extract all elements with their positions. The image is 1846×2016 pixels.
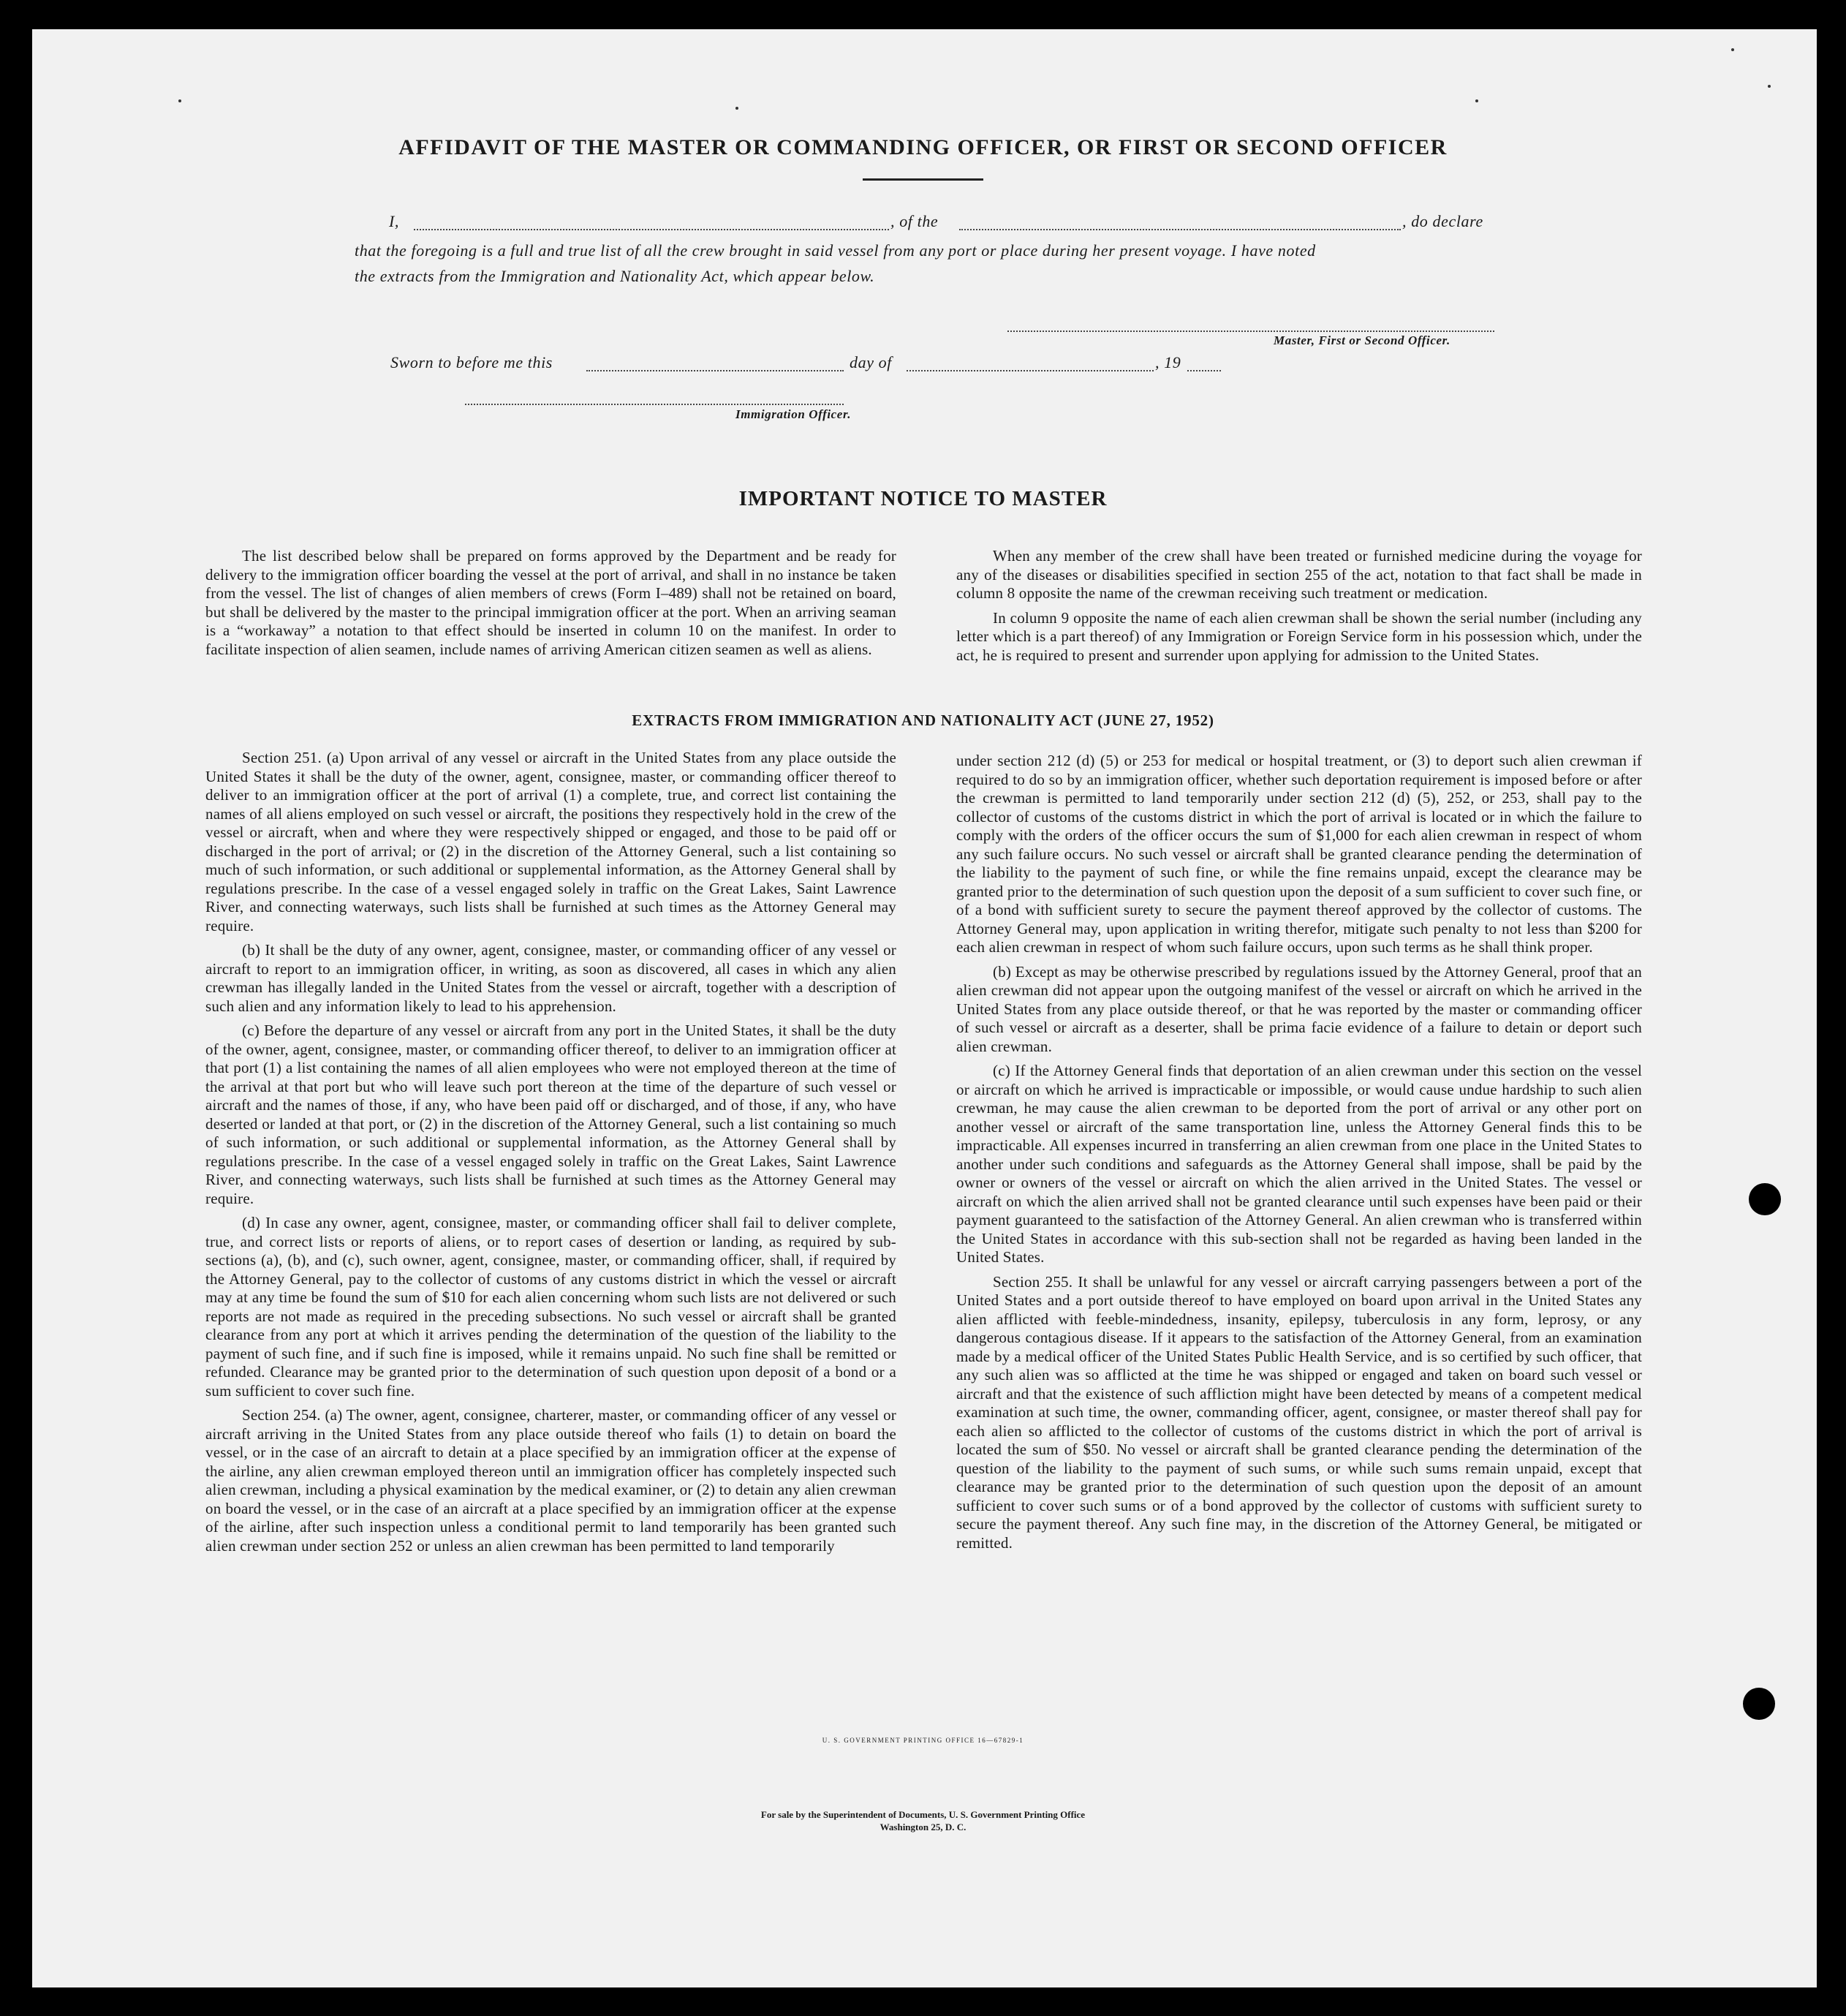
punch-hole-lower	[1743, 1688, 1775, 1720]
section-254-a: Section 254. (a) The owner, agent, consignee, charterer, master, or commanding officer of any vessel or aircraft arriving in the United States from any place outside thereof who fails (1) to detain on board the vessel, or in the case of an aircraft to detain at a place specified by an immigration officer at the expense of the airline, any alien crewman employed thereon until an immigration officer has completely inspected such alien crewman, including a physical examination by the medical examiner, or (2) to detain any alien crewman on board the vessel, or in the case of an aircraft at a place specified by an immigration officer at the expense of the airline, after such inspection unless a conditional permit to land temporarily has been granted such alien crewman under section 252 or unless an alien crewman has been permitted to land temporarily	[205, 1406, 896, 1555]
declaration-line-2: that the foregoing is a full and true list of all the crew brought in said vessel from any port or place during her present voyage. I have noted	[355, 241, 1316, 260]
section-251-a: Section 251. (a) Upon arrival of any vessel or aircraft in the United States from any place outside the United States it shall be the duty of the owner, agent, consignee, master, or commanding officer thereof to deliver to an immigration officer at the port of arrival (1) a complete, true, and correct list containing the names of all aliens employed on such vessel or aircraft, the positions they respectively hold in the crew of the vessel or aircraft, when and where they were respectively shipped or engaged, and those to be paid off or discharged in the port of arrival; or (2) in the discretion of the Attorney General, such a list containing so much of such information, or such additional or supplemental information, as the Attorney General shall by regulations prescribe. In the case of a vessel engaged solely in traffic on the Great Lakes, Saint Lawrence River, and connecting waterways, such lists shall be furnished at such times as the Attorney General may require.	[205, 749, 896, 935]
declaration-line-3: the extracts from the Immigration and Nationality Act, which appear below.	[355, 267, 875, 285]
immigration-officer-signature-field[interactable]	[465, 404, 844, 405]
sworn-year-field[interactable]	[1187, 370, 1221, 371]
notice-heading: IMPORTANT NOTICE TO MASTER	[738, 487, 1108, 510]
sworn-label: Sworn to before me this	[390, 353, 553, 371]
extracts-left-column	[205, 749, 896, 1561]
vessel-name-field[interactable]	[959, 229, 1401, 230]
punch-hole-upper	[1749, 1183, 1781, 1215]
section-254-b: (b) Except as may be otherwise prescribed by regulations issued by the Attorney General, proof that an alien crewman did not appear upon the outgoing manifest of the vessel or aircraft on which he arrived in the United States from any place outside thereof, or that he was reported by the master or commanding officer of such vessel or aircraft as a deserter, shall be prima facie evidence of a failure to detain or deport such alien crewman.	[956, 962, 1642, 1055]
section-251-c: (c) Before the departure of any vessel or aircraft from any port in the United States, it shall be the duty of the owner, agent, consignee, master, or commanding officer thereof, to deliver to an immigration officer at that port (1) a list containing the names of all alien employees who were not employed thereon at the time of the arrival at that port but who will leave such port thereon at the time of the departure of such vessel or aircraft and the names of those, if any, who have been paid off or discharged, and of those, if any, who have deserted or landed at that port, or (2) in the discretion of the Attorney General, such a list containing so much of such information, or such additional or supplemental information, as the Attorney General shall by regulations prescribe. In the case of a vessel engaged solely in traffic on the Great Lakes, Saint Lawrence River, and connecting waterways, such lists shall be furnished at such times as the Attorney General may require.	[205, 1022, 896, 1207]
immigration-officer-label: Immigration Officer.	[735, 407, 852, 421]
master-signature-field[interactable]	[1007, 331, 1494, 332]
master-signature-label: Master, First or Second Officer.	[1274, 333, 1450, 347]
day-of-label: day of	[850, 353, 892, 371]
declarant-i-label: I,	[389, 212, 400, 230]
sale-notice	[0, 1808, 1846, 1833]
sale-notice-line-2: Washington 25, D. C.	[880, 1821, 966, 1832]
year-label: , 19	[1155, 353, 1181, 371]
extracts-heading: EXTRACTS FROM IMMIGRATION AND NATIONALITY ACT (JUNE 27, 1952)	[632, 711, 1214, 729]
speck	[735, 107, 738, 110]
section-251-b: (b) It shall be the duty of any owner, agent, consignee, master, or commanding officer of any vessel or aircraft to report to an immigration officer, in writing, as soon as discovered, all cases in which any alien crewman has illegally landed in the United States from the vessel or aircraft, together with a description of such alien and any information likely to lead to his apprehension.	[205, 941, 896, 1015]
gpo-imprint: U. S. GOVERNMENT PRINTING OFFICE 16—67829-1	[822, 1737, 1024, 1744]
speck	[1768, 85, 1771, 88]
notice-left-column	[205, 547, 896, 665]
sworn-month-field[interactable]	[907, 370, 1154, 371]
section-254-a-continued: under section 212 (d) (5) or 253 for medical or hospital treatment, or (3) to deport such alien crewman if required to do so by an immigration officer, whether such deportation requirement is imposed before or after the crewman is permitted to land temporarily under section 212 (d) (5), 252, or 253, shall pay to the collector of customs of the customs district in which the port of arrival is located or in which the failure to comply with the orders of the officer occurs the sum of $1,000 for each alien crewman in respect of whom any such failure occurs. No such vessel or aircraft shall be granted clearance pending the determination of the liability to the payment of such fine, or while the fine remains unpaid, except the clearance may be granted prior to the determination of such question upon the deposit of a sum sufficient to cover such fine, or of a bond with sufficient surety to secure the payment thereof approved by the collector of customs. The Attorney General may, upon application in writing therefor, mitigate such penalty to not less than $200 for each alien crewman in respect of whom such failure occurs, upon such terms as he shall think proper.	[956, 752, 1642, 956]
title-rule	[863, 178, 983, 181]
notice-right-column	[956, 547, 1642, 671]
declarant-name-field[interactable]	[414, 229, 889, 230]
notice-right-paragraph-2: In column 9 opposite the name of each alien crewman shall be shown the serial number (including any letter which is a part thereof) of any Immigration or Foreign Service form in his possession which, under the act, he is required to present and surrender upon applying for admission to the United States.	[956, 608, 1642, 664]
sworn-day-field[interactable]	[586, 370, 844, 371]
section-255: Section 255. It shall be unlawful for any vessel or aircraft carrying passengers between a port of the United States and a port outside thereof to have employed on board upon arrival in the United States any alien afflicted with feeble-mindedness, insanity, epilepsy, tuberculosis in any form, leprosy, or any dangerous contagious disease. If it appears to the satisfaction of the Attorney General, from an examination made by a medical officer of the United States Public Health Service, and is so certified by such officer, that any such alien was so afflicted at the time he was shipped or engaged and taken on board such vessel or aircraft and that the existence of such affliction might have been detected by means of a competent medical examination at such time, the owner, commanding officer, agent, consignee, or master thereof shall pay for each alien so afflicted to the collector of customs of the customs district in which the port of arrival is located the sum of $50. No vessel or aircraft shall be granted clearance pending the determination of the question of the liability to the payment of such sums, or while such sums remain unpaid, except that clearance may be granted prior to the determination of such question upon the deposit of an amount sufficient to cover such sums or of a bond approved by the collector of customs with sufficient surety to secure the payment thereof. Any such fine may, in the discretion of the Attorney General, be mitigated or remitted.	[956, 1272, 1642, 1552]
section-254-c: (c) If the Attorney General finds that deportation of an alien crewman under this section on the vessel or aircraft on which he arrived is impracticable or impossible, or would cause undue hardship to such alien crewman, he may cause the alien crewman to be deported from the port of arrival or any other port on another vessel or aircraft of the same transportation line, unless the Attorney General finds this to be impracticable. All expenses incurred in transferring an alien crewman from one place in the United States to another under such conditions and safeguards as the Attorney General shall impose, shall be paid by the owner or owners of the vessel or aircraft on which the alien arrived in the United States. The vessel or aircraft on which the alien arrived shall not be granted clearance until such expenses have been paid or their payment guaranteed to the satisfaction of the Attorney General. An alien crewman who is transferred within the United States in accordance with this sub-section shall not be regarded as having been landed in the United States.	[956, 1062, 1642, 1266]
speck	[1475, 99, 1478, 102]
affidavit-title: AFFIDAVIT OF THE MASTER OR COMMANDING OFFICER, OR FIRST OR SECOND OFFICER	[398, 135, 1448, 159]
notice-right-paragraph-1: When any member of the crew shall have been treated or furnished medicine during the voyage for any of the diseases or disabilities specified in section 255 of the act, notation to that fact shall be made in column 8 opposite the name of the crewman receiving such treatment or medication.	[956, 547, 1642, 602]
speck	[1731, 48, 1734, 51]
notice-left-paragraph: The list described below shall be prepared on forms approved by the Department and be ready for delivery to the immigration officer boarding the vessel at the port of arrival, and shall in no instance be taken from the vessel. The list of changes of alien members of crews (Form I–489) shall not be retained on board, but shall be delivered by the master to the principal immigration officer at the port. When an arriving seaman is a “workaway” a notation to that effect should be inserted in column 10 on the manifest. In order to facilitate inspection of alien seamen, include names of arriving American citizen seamen as well as aliens.	[205, 547, 896, 658]
extracts-right-column	[956, 752, 1642, 1558]
of-the-label: , of the	[890, 212, 939, 230]
do-declare-label: , do declare	[1402, 212, 1483, 230]
section-251-d: (d) In case any owner, agent, consignee, master, or commanding officer shall fail to deliver complete, true, and correct lists or reports of aliens, or to report cases of desertion or landing, as required by sub-sections (a), (b), and (c), such owner, agent, consignee, master, or commanding officer, shall, if required by the Attorney General, pay to the collector of customs of any customs district in which the vessel or aircraft may at any time be found the sum of $10 for each alien concerning whom such lists are not delivered or such reports are not made as required in the preceding subsections. No such vessel or aircraft shall be granted clearance from any port at which it arrives pending the determination of the question of the liability to the payment of such fine, and if such fine is imposed, while it remains unpaid. No such fine shall be remitted or refunded. Clearance may be granted prior to the determination of such question upon deposit of a bond or a sum sufficient to cover such fine.	[205, 1214, 896, 1400]
speck	[178, 99, 181, 102]
sale-notice-line-1: For sale by the Superintendent of Documents, U. S. Government Printing Office	[760, 1809, 1086, 1820]
